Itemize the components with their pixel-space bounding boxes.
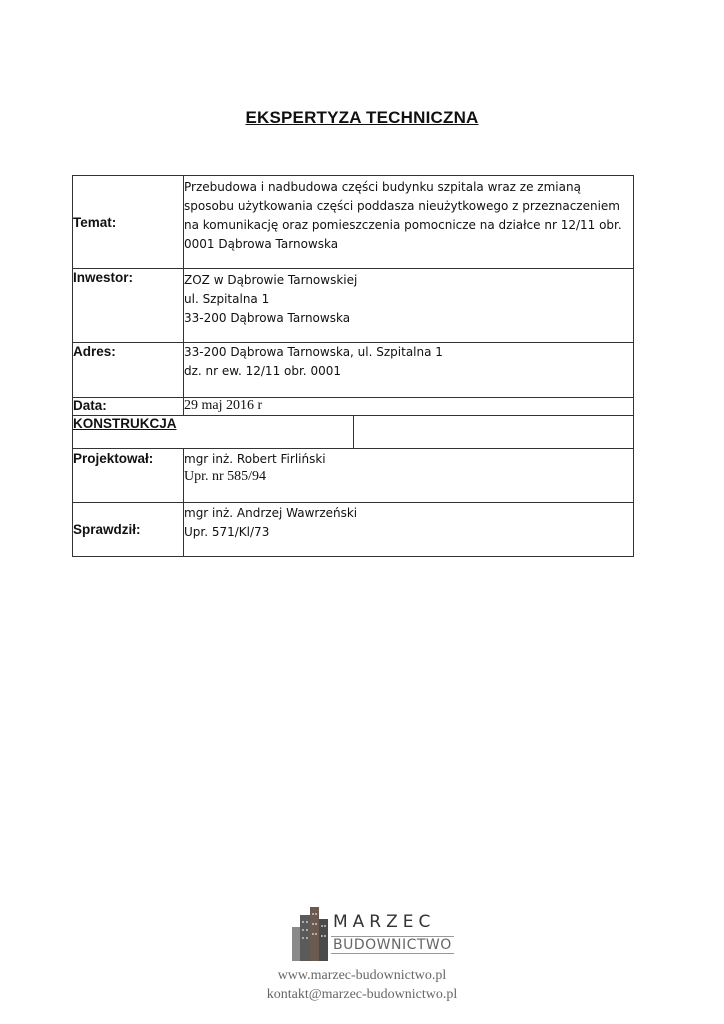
table-row (73, 503, 634, 557)
logo-subtitle-text: BUDOWNICTWO (333, 937, 452, 953)
table-row (73, 416, 634, 449)
footer-email[interactable]: kontakt@marzec-budownictwo.pl (266, 987, 458, 1002)
projektowal-label: Projektował: (73, 449, 184, 503)
data-label: Data: (73, 398, 184, 416)
empty-cell (354, 416, 634, 449)
inwestor-label: Inwestor: (73, 269, 184, 343)
adres-value: 33-200 Dąbrowa Tarnowska, ul. Szpitalna 1 dz. nr ew. 12/11 obr. 0001 (184, 343, 634, 398)
table-row (73, 176, 634, 269)
inwestor-value: ZOZ w Dąbrowie Tarnowskiej ul. Szpitalna 1 33-200 Dąbrowa Tarnowska (184, 269, 634, 343)
section-konstrukcja: KONSTRUKCJA (73, 416, 354, 449)
document-title: EKSPERTYZA TECHNICZNA (245, 108, 479, 127)
table-row (73, 398, 634, 416)
footer-website[interactable]: www.marzec-budownictwo.pl (277, 968, 447, 983)
project-info-table (72, 175, 634, 557)
table-row (73, 343, 634, 398)
sprawdzil-label: Sprawdził: (73, 503, 184, 557)
data-value: 29 maj 2016 r (184, 398, 634, 416)
table-row (73, 449, 634, 503)
sprawdzil-value: mgr inż. Andrzej Wawrzeński Upr. 571/Kl/73 (184, 503, 634, 557)
adres-label: Adres: (73, 343, 184, 398)
logo-brand-text: MARZEC (333, 912, 436, 932)
table-row (73, 269, 634, 343)
temat-value: Przebudowa i nadbudowa części budynku szpitala wraz ze zmianą sposobu użytkowania części poddasza nieużytkowego z przeznaczeniem na komunikację oraz pomieszczenia pomocnicze na działce nr 12/11 obr. 0001 Dąbrowa Tarnowska (184, 176, 634, 269)
temat-label: Temat: (73, 176, 184, 269)
projektowal-value: mgr inż. Robert Firliński Upr. nr 585/94 (184, 449, 634, 503)
